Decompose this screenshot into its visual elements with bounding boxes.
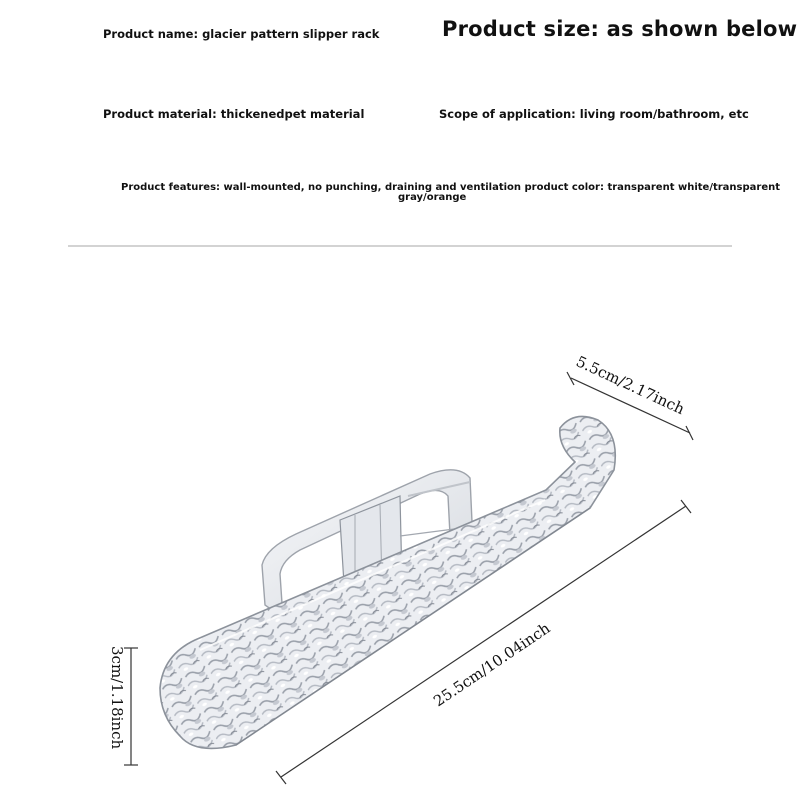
product-size-heading: Product size: as shown below xyxy=(442,17,798,41)
product-material-text: Product material: thickenedpet material xyxy=(103,107,365,121)
glacier-rail xyxy=(160,416,615,748)
product-features-text: Product features: wall-mounted, no punching, draining and ventilation product color: transparent white/transparent xyxy=(121,182,781,193)
product-color-continuation-text: gray/orange xyxy=(398,192,467,203)
length-dimension-label: 25.5cm/10.04inch xyxy=(430,619,554,711)
product-name-text: Product name: glacier pattern slipper rack xyxy=(103,27,380,41)
depth-dimension-label: 5.5cm/2.17inch xyxy=(573,352,688,419)
height-dimension-label: 3cm/1.18inch xyxy=(108,646,126,750)
scope-of-application-text: Scope of application: living room/bathroom, etc xyxy=(439,107,749,121)
